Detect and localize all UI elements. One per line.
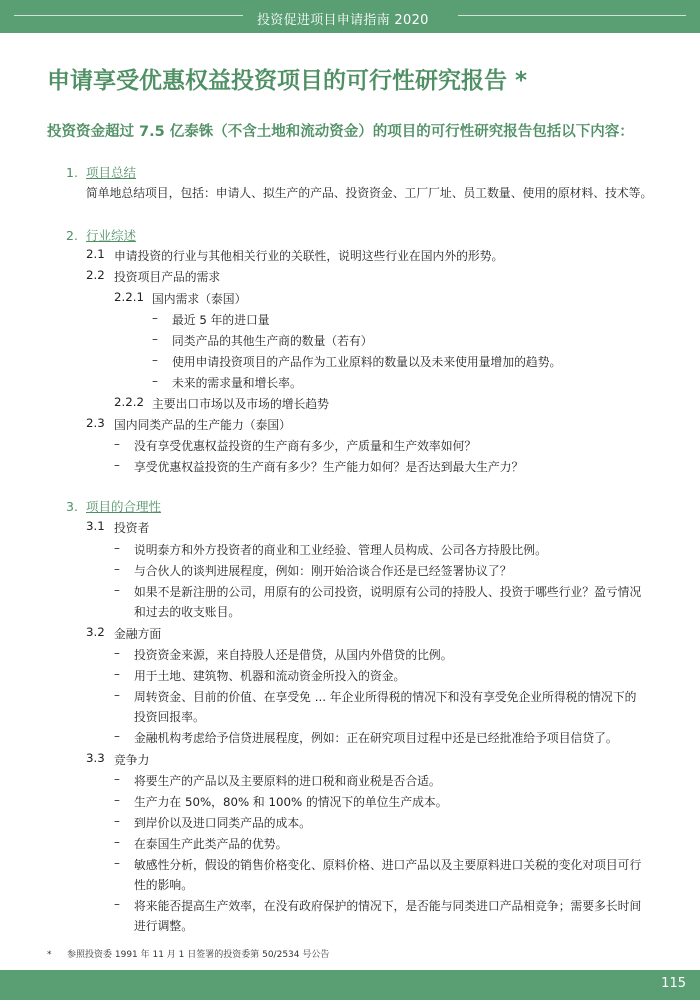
bullet-dash: –: [114, 897, 120, 911]
item-3-3-bullet-4: 在泰国生产此类产品的优势。: [134, 837, 288, 851]
footnote-text: 参照投资委 1991 年 11 月 1 日签署的投资委第 50/2534 号公告: [67, 950, 330, 960]
bullet-dash: –: [152, 311, 158, 325]
item-3-1-bullet-3-line-2: 和过去的收支账目。: [134, 605, 241, 619]
item-3-2-number: 3.2: [86, 625, 105, 639]
item-2-3-bullet-2: 享受优惠权益投资的生产商有多少？生产能力如何？是否达到最大生产力？: [134, 460, 524, 474]
item-3-1-bullet-3-line-1: 如果不是新注册的公司，用原有的公司投资，说明原有公司的持股人、投资于哪些行业？盈亏情况: [134, 585, 642, 599]
page-number: 115: [661, 976, 686, 991]
section-2-label: 行业综述: [86, 228, 137, 243]
item-3-3-bullet-3: 到岸价以及进口同类产品的成本。: [134, 816, 311, 830]
item-3-3-bullet-5-line-2: 性的影响。: [134, 878, 193, 892]
bullet-dash: –: [114, 646, 120, 660]
bullet-dash: –: [114, 583, 120, 597]
section-3-number: 3.: [66, 499, 78, 514]
bullet-dash: –: [152, 353, 158, 367]
item-3-2-bullet-4: 金融机构考虑给予信贷进展程度，例如：正在研究项目过程中还是已经批准给予项目信贷了。: [134, 731, 618, 745]
bullet-dash: –: [114, 688, 120, 702]
item-3-3-bullet-6-line-2: 进行调整。: [134, 919, 193, 933]
footnote-mark: *: [47, 950, 52, 960]
bullet-dash: –: [114, 793, 120, 807]
item-2-2-1-bullet-3: 使用申请投资项目的产品作为工业原料的数量以及未来使用量增加的趋势。: [172, 355, 562, 369]
header-title: 投资促进项目申请指南 2020: [257, 13, 429, 28]
footnote: [47, 947, 329, 960]
section-1-text: 简单地总结项目，包括：申请人、拟生产的产品、投资资金、工厂厂址、员工数量、使用的原材料、技术等。: [86, 186, 653, 200]
item-2-3-number: 2.3: [86, 416, 105, 430]
section-3-label: 项目的合理性: [86, 499, 162, 514]
page-title: 申请享受优惠权益投资项目的可行性研究报告 *: [47, 68, 528, 94]
item-3-1-number: 3.1: [86, 519, 105, 533]
bullet-dash: –: [114, 814, 120, 828]
section-3-heading: [66, 497, 161, 515]
item-3-1-bullet-1: 说明泰方和外方投资者的商业和工业经验、管理人员构成、公司各方持股比例。: [134, 543, 547, 557]
bullet-dash: –: [114, 437, 120, 451]
item-3-3-bullet-2: 生产力在 50%，80% 和 100% 的情况下的单位生产成本。: [134, 795, 448, 809]
item-3-1-bullet-2: 与合伙人的谈判进展程度，例如：刚开始洽谈合作还是已经签署协议了？: [134, 564, 512, 578]
item-3-1-text: 投资者: [114, 521, 150, 535]
item-2-2-1-bullet-4: 未来的需求量和增长率。: [172, 376, 302, 390]
bullet-dash: –: [114, 835, 120, 849]
bullet-dash: –: [114, 772, 120, 786]
bullet-dash: –: [114, 729, 120, 743]
section-1-number: 1.: [66, 165, 78, 180]
item-2-3-text: 国内同类产品的生产能力（泰国）: [114, 418, 291, 432]
item-3-2-bullet-2: 用于土地、建筑物、机器和流动资金所投入的资金。: [134, 669, 406, 683]
footer-bar: [0, 970, 700, 1000]
item-3-2-bullet-3-line-2: 投资回报率。: [134, 710, 205, 724]
bullet-dash: –: [152, 332, 158, 346]
item-2-2-1-bullet-1: 最近 5 年的进口量: [172, 313, 270, 327]
bullet-dash: –: [114, 541, 120, 555]
section-2-heading: [66, 226, 136, 244]
bullet-dash: –: [114, 458, 120, 472]
item-3-3-bullet-5-line-1: 敏感性分析，假设的销售价格变化、原料价格、进口产品以及主要原料进口关税的变化对项目可行: [134, 858, 642, 872]
item-2-2-number: 2.2: [86, 268, 105, 282]
item-3-3-bullet-1: 将要生产的产品以及主要原料的进口税和商业税是否合适。: [134, 774, 441, 788]
item-2-2-1-text: 国内需求（泰国）: [152, 292, 247, 306]
item-2-2-1-bullet-2: 同类产品的其他生产商的数量（若有）: [172, 334, 373, 348]
item-2-2-2-text: 主要出口市场以及市场的增长趋势: [152, 397, 329, 411]
bullet-dash: –: [152, 374, 158, 388]
item-2-3-bullet-1: 没有享受优惠权益投资的生产商有多少，产质量和生产效率如何？: [134, 439, 477, 453]
item-2-1-number: 2.1: [86, 247, 105, 261]
item-2-1-text: 申请投资的行业与其他相关行业的关联性，说明这些行业在国内外的形势。: [114, 249, 504, 263]
section-2-number: 2.: [66, 228, 78, 243]
item-2-2-2-number: 2.2.2: [114, 395, 145, 409]
item-3-2-bullet-3-line-1: 周转资金、目前的价值、在享受免 ... 年企业所得税的情况下和没有享受免企业所得税的情况下的: [134, 690, 637, 704]
item-3-2-text: 金融方面: [114, 627, 162, 641]
header-divider-right: [458, 15, 686, 16]
bullet-dash: –: [114, 562, 120, 576]
section-1-heading: [66, 163, 136, 181]
item-2-2-text: 投资项目产品的需求: [114, 270, 221, 284]
item-3-3-bullet-6-line-1: 将来能否提高生产效率，在没有政府保护的情况下，是否能与同类进口产品相竞争；需要多长时间: [134, 899, 642, 913]
page-subtitle: 投资资金超过 7.5 亿泰铢（不含土地和流动资金）的项目的可行性研究报告包括以下内容：: [47, 124, 634, 140]
bullet-dash: –: [114, 667, 120, 681]
item-2-2-1-number: 2.2.1: [114, 290, 145, 304]
item-3-3-text: 竞争力: [114, 753, 150, 767]
section-1-label: 项目总结: [86, 165, 137, 180]
header-divider-left: [14, 15, 243, 16]
item-3-3-number: 3.3: [86, 751, 105, 765]
bullet-dash: –: [114, 856, 120, 870]
item-3-2-bullet-1: 投资资金来源，来自持股人还是借贷，从国内外借贷的比例。: [134, 648, 453, 662]
